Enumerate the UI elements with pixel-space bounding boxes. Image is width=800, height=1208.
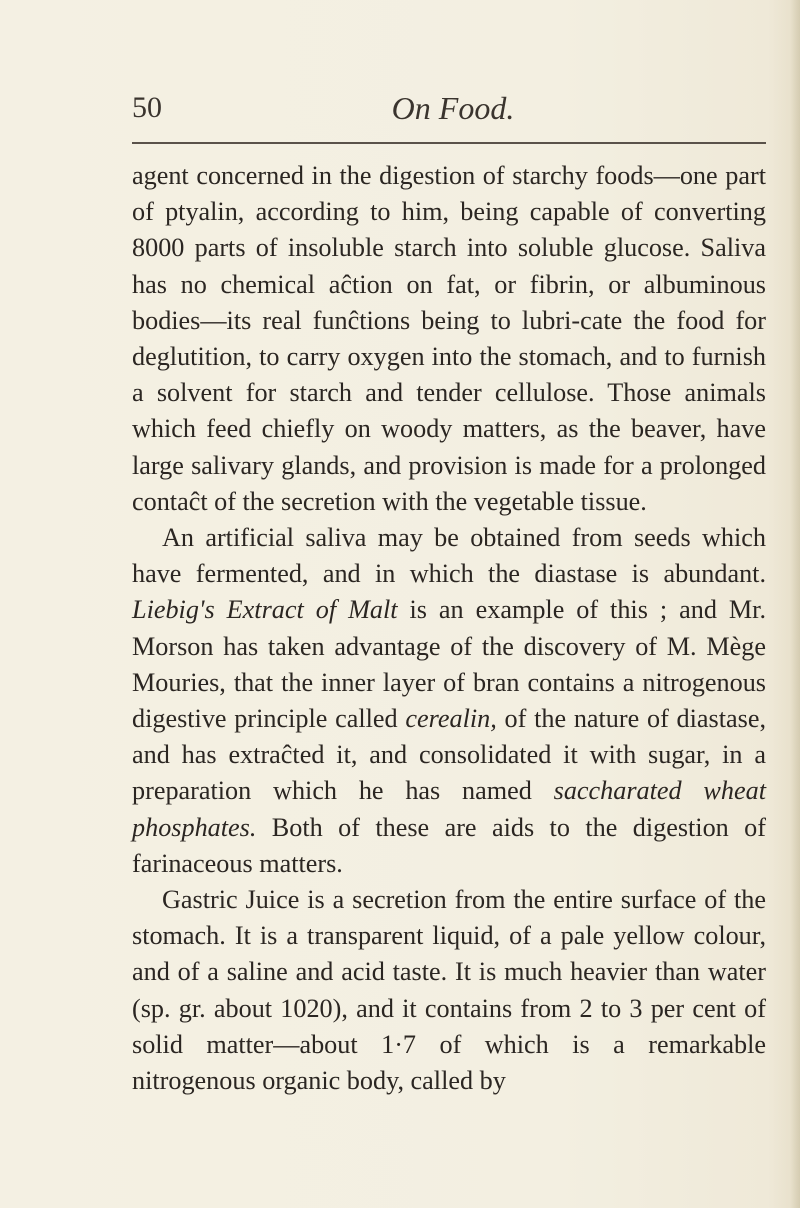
paragraph (132, 520, 766, 882)
text-segment: Gastric Juice is a secretion from the entire surface of the stomach. It is a transparent liquid, of a pale yellow colour, and of a saline and acid taste. It is much heavier than water (sp. gr. about 1020), and it contains from 2 to 3 per cent of solid matter—about 1·7 of which is a remarkable nitrogenous organic body, called by (132, 885, 766, 1096)
page-header (132, 88, 764, 132)
italic-product-name: saccharated wheat phosphates. (132, 776, 766, 842)
paragraph (132, 158, 766, 520)
italic-term: cerealin, (405, 704, 497, 734)
text-segment: is an example of this ; and Mr. Morson has taken advantage of the discovery of M. Mège Mouries, that the inner layer of bran contains a nitrogenous digestive principle called (132, 595, 766, 734)
italic-book-title: Liebig's Extract of Malt (132, 595, 398, 625)
running-title (132, 88, 764, 128)
page-edge-shadow (790, 0, 800, 1208)
text-segment: An artificial saliva may be obtained from seeds which have fermented, and in which the diastase is abundant. (132, 523, 766, 589)
running-title-text: On Food. (391, 90, 515, 126)
paragraph (132, 882, 766, 1099)
text-segment: of the nature of diastase, and has extraĉted it, and consolidated it with sugar, in a preparation which he has named (132, 704, 767, 806)
text-segment: agent concerned in the digestion of starchy foods—one part of ptyalin, according to him, being capable of converting 8000 parts of insoluble starch into soluble glucose. Saliva has no chemical aĉtion on fat, or fibrin, or albuminous bodies—its real funĉtions being to lubri-cate the food for deglutition, to carry oxygen into the stomach, and to furnish a solvent for starch and tender cellulose. Those animals which feed chiefly on woody matters, as the beaver, have large salivary glands, and provision is made for a prolonged contaĉt of the secretion with the vegetable tissue. (132, 161, 766, 516)
text-segment: Both of these are aids to the digestion of farinaceous matters. (132, 812, 766, 878)
body-text (132, 158, 766, 1099)
header-rule (132, 142, 766, 144)
page-number: 50 (132, 91, 162, 124)
